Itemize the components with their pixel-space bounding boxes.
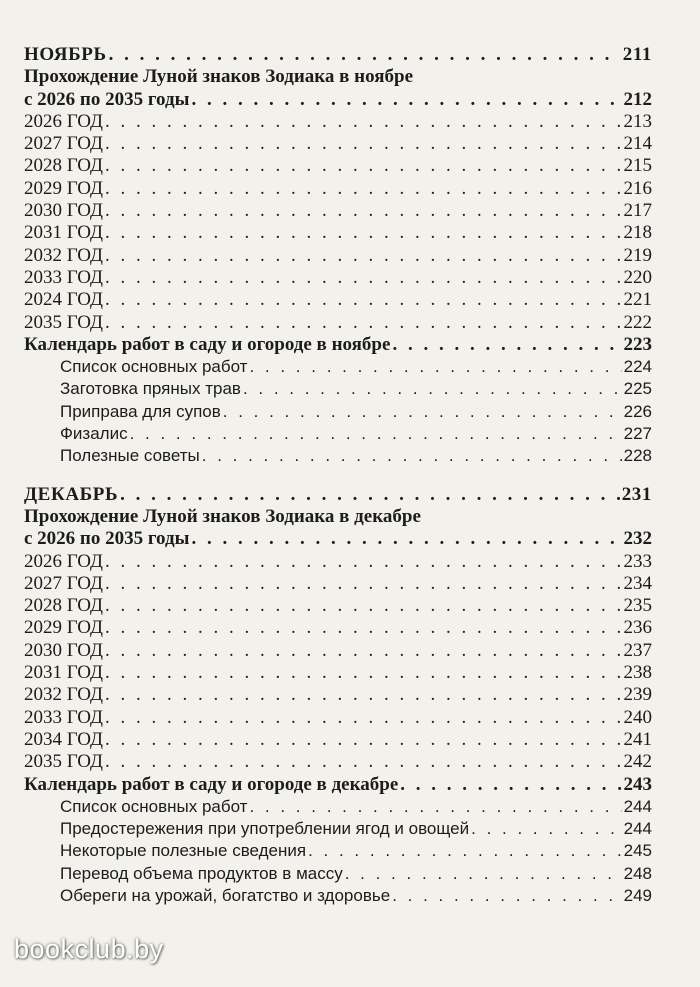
toc-year-entry	[24, 573, 652, 595]
toc-subentry	[24, 445, 652, 467]
year-label: 2024 ГОД	[24, 289, 103, 311]
page-number: 218	[623, 222, 652, 244]
subentry-label: Полезные советы	[60, 446, 200, 466]
year-list-december	[24, 551, 652, 774]
moon-transit-entry-december	[24, 506, 652, 551]
year-label: 2027 ГОД	[24, 133, 103, 155]
subentry-label: Предостережения при употреблении ягод и овощей	[60, 819, 470, 839]
page-number: 236	[623, 617, 652, 639]
page-number: 222	[623, 311, 652, 333]
toc-year-entry	[24, 707, 652, 729]
toc-subentry	[24, 796, 652, 818]
page-number: 249	[623, 885, 652, 905]
page-number: 244	[623, 796, 652, 816]
page-number: 242	[623, 751, 652, 773]
year-label: 2033 ГОД	[24, 706, 103, 728]
toc-subentry	[24, 840, 652, 862]
year-list-november	[24, 111, 652, 334]
toc-subentry	[24, 378, 652, 400]
page-number: 243	[623, 773, 652, 795]
section-title: НОЯБРЬ	[24, 44, 107, 65]
year-label: 2026 ГОД	[24, 110, 103, 132]
year-label: 2028 ГОД	[24, 595, 103, 617]
page-number: 248	[623, 863, 652, 883]
moon-transit-title: Прохождение Луной знаков Зодиака в декабре	[24, 505, 421, 527]
watermark: bookclub.by	[14, 934, 164, 964]
page-number: 226	[623, 401, 652, 421]
year-label: 2033 ГОД	[24, 266, 103, 288]
toc-year-entry	[24, 200, 652, 222]
year-label: 2026 ГОД	[24, 550, 103, 572]
year-label: 2035 ГОД	[24, 751, 103, 773]
toc-year-entry	[24, 178, 652, 200]
year-label: 2030 ГОД	[24, 200, 103, 222]
page-number: 244	[623, 819, 652, 839]
toc-subentry	[24, 356, 652, 378]
toc-year-entry	[24, 222, 652, 244]
toc-subentry	[24, 818, 652, 840]
year-label: 2029 ГОД	[24, 617, 103, 639]
table-of-contents	[24, 44, 652, 907]
garden-topics-december	[24, 796, 652, 907]
toc-year-entry	[24, 729, 652, 751]
year-label: 2031 ГОД	[24, 222, 103, 244]
toc-year-entry	[24, 312, 652, 334]
page-number: 223	[623, 333, 652, 355]
toc-subentry	[24, 885, 652, 907]
year-label: 2030 ГОД	[24, 639, 103, 661]
toc-year-entry	[24, 245, 652, 267]
page-number: 224	[623, 357, 652, 377]
toc-year-entry	[24, 640, 652, 662]
year-label: 2028 ГОД	[24, 155, 103, 177]
garden-topics-november	[24, 356, 652, 467]
year-label: 2031 ГОД	[24, 662, 103, 684]
toc-year-entry	[24, 662, 652, 684]
page-number: 234	[623, 572, 652, 594]
moon-transit-entry-november	[24, 66, 652, 111]
moon-transit-subtitle: с 2026 по 2035 годы	[24, 88, 190, 110]
year-label: 2029 ГОД	[24, 177, 103, 199]
page-number: 211	[622, 44, 652, 65]
page-number: 237	[623, 639, 652, 661]
page-number: 221	[623, 289, 652, 311]
page-number: 216	[623, 177, 652, 199]
subentry-label: Некоторые полезные сведения	[60, 841, 307, 861]
section-title: ДЕКАБРЬ	[24, 483, 119, 505]
section-heading-december	[24, 484, 652, 506]
page-number: 231	[621, 483, 652, 505]
toc-year-entry	[24, 111, 652, 133]
moon-transit-subtitle: с 2026 по 2035 годы	[24, 528, 190, 550]
page-number: 241	[623, 728, 652, 750]
page-number: 219	[623, 244, 652, 266]
subentry-label: Список основных работ	[60, 796, 248, 816]
page-number: 215	[623, 155, 652, 177]
page-number: 217	[623, 200, 652, 222]
page-number: 227	[623, 424, 652, 444]
toc-year-entry	[24, 551, 652, 573]
subentry-label: Заготовка пряных трав	[60, 379, 241, 399]
year-label: 2027 ГОД	[24, 572, 103, 594]
garden-calendar-entry-november	[24, 334, 652, 356]
year-label: 2034 ГОД	[24, 728, 103, 750]
page-number: 245	[623, 841, 652, 861]
page-number: 238	[623, 662, 652, 684]
page-number: 232	[623, 528, 652, 550]
year-label: 2032 ГОД	[24, 684, 103, 706]
page-number: 212	[623, 88, 652, 110]
page-number: 228	[623, 446, 652, 466]
toc-year-entry	[24, 617, 652, 639]
subentry-label: Обереги на урожай, богатство и здоровье	[60, 885, 391, 905]
toc-year-entry	[24, 267, 652, 289]
toc-section-november	[24, 44, 652, 468]
year-label: 2032 ГОД	[24, 244, 103, 266]
garden-calendar-entry-december	[24, 774, 652, 796]
page-number: 214	[623, 133, 652, 155]
subentry-label: Перевод объема продуктов в массу	[60, 863, 343, 883]
subentry-label: Приправа для супов	[60, 401, 221, 421]
page-number: 220	[623, 266, 652, 288]
page-number: 240	[623, 706, 652, 728]
year-label: 2035 ГОД	[24, 311, 103, 333]
subentry-label: Список основных работ	[60, 357, 248, 377]
garden-calendar-title: Календарь работ в саду и огороде в ноябре	[24, 333, 391, 355]
page-number: 233	[623, 550, 652, 572]
toc-subentry	[24, 423, 652, 445]
toc-year-entry	[24, 289, 652, 311]
garden-calendar-title: Календарь работ в саду и огороде в декабре	[24, 773, 399, 795]
toc-year-entry	[24, 155, 652, 177]
page-number: 239	[623, 684, 652, 706]
toc-year-entry	[24, 684, 652, 706]
page-number: 213	[623, 110, 652, 132]
toc-subentry	[24, 401, 652, 423]
section-heading-november	[24, 44, 652, 66]
moon-transit-title: Прохождение Луной знаков Зодиака в ноябре	[24, 66, 414, 88]
page-number: 225	[623, 379, 652, 399]
toc-section-december	[24, 484, 652, 908]
page-number: 235	[623, 595, 652, 617]
toc-year-entry	[24, 595, 652, 617]
subentry-label: Физалис	[60, 424, 128, 444]
toc-year-entry	[24, 751, 652, 773]
toc-year-entry	[24, 133, 652, 155]
toc-subentry	[24, 863, 652, 885]
